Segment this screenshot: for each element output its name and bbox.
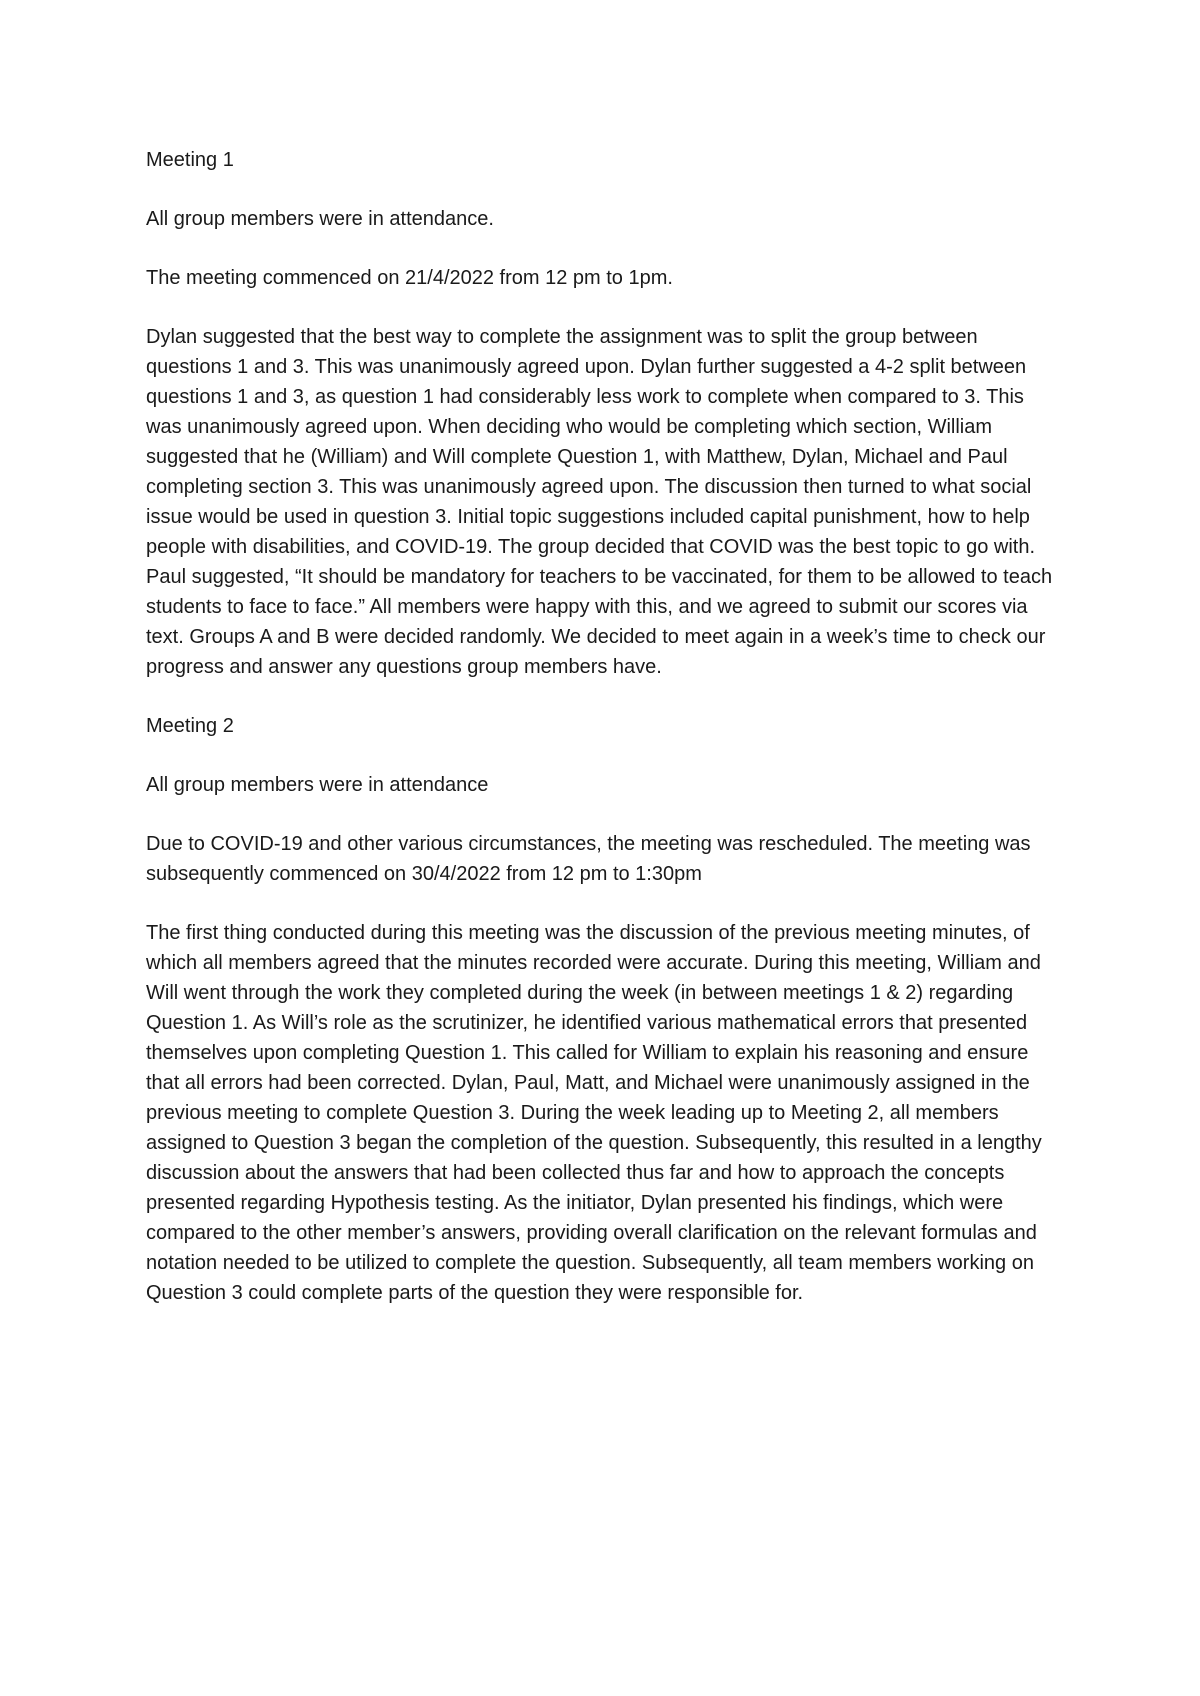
meeting-1-time: The meeting commenced on 21/4/2022 from 12 pm to 1pm. (146, 267, 673, 289)
meeting-2-body: The first thing conducted during this meeting was the discussion of the previous meeting minutes, of which all members agreed that the minutes recorded were accurate. During this meeting, William and Will went through the work they completed during the week (in between meetings 1 & 2) regarding Question 1. As Will’s role as the scrutinizer, he identified various mathematical errors that presented themselves upon completing Question 1. This called for William to explain his reasoning and ensure that all errors had been corrected. Dylan, Paul, Matt, and Michael were unanimously assigned in the previous meeting to complete Question 3. During the week leading up to Meeting 2, all members assigned to Question 3 began the completion of the question. Subsequently, this resulted in a lengthy discussion about the answers that had been collected thus far and how to approach the concepts presented regarding Hypothesis testing. As the initiator, Dylan presented his findings, which were compared to the other member’s answers, providing overall clarification on the relevant formulas and notation needed to be utilized to complete the question. Subsequently, all team members working on Question 3 could complete parts of the question they were responsible for. (146, 922, 1042, 1304)
meeting-1-body: Dylan suggested that the best way to complete the assignment was to split the group between questions 1 and 3. This was unanimously agreed upon. Dylan further suggested a 4-2 split between questions 1 and 3, as question 1 had considerably less work to complete when compared to 3. This was unanimously agreed upon. When deciding who would be completing which section, William suggested that he (William) and Will complete Question 1, with Matthew, Dylan, Michael and Paul completing section 3. This was unanimously agreed upon. The discussion then turned to what social issue would be used in question 3. Initial topic suggestions included capital punishment, how to help people with disabilities, and COVID-19. The group decided that COVID was the best topic to go with. Paul suggested, “It should be mandatory for teachers to be vaccinated, for them to be allowed to teach students to face to face.” All members were happy with this, and we agreed to submit our scores via text. Groups A and B were decided randomly. We decided to meet again in a week’s time to check our progress and answer any questions group members have. (146, 326, 1053, 678)
meeting-1-attendance: All group members were in attendance. (146, 208, 494, 230)
meeting-1-heading: Meeting 1 (146, 149, 234, 171)
meeting-2-heading: Meeting 2 (146, 715, 234, 737)
meeting-2-time: Due to COVID-19 and other various circumstances, the meeting was rescheduled. The meeting was subsequently commenced on 30/4/2022 from 12 pm to 1:30pm (146, 833, 1031, 885)
meeting-2-attendance: All group members were in attendance (146, 774, 489, 796)
